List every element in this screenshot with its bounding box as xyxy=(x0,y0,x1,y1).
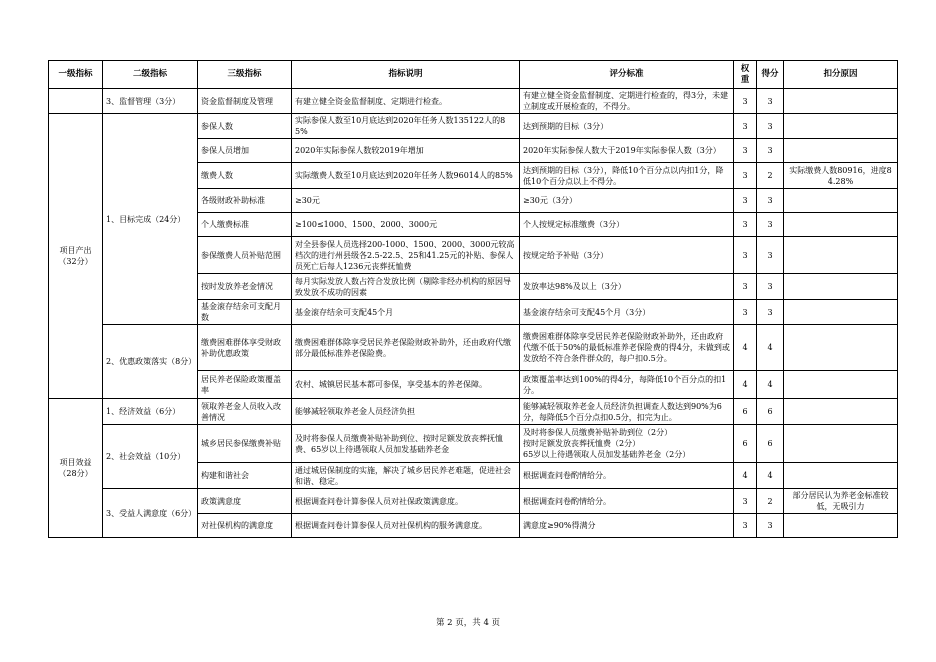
weight-cell: 3 xyxy=(734,189,757,213)
deduction-reason-cell xyxy=(784,425,898,463)
score-cell: 4 xyxy=(757,371,784,399)
level3-indicator-cell: 参保缴费人员补贴范围 xyxy=(198,237,292,274)
description-cell: 实际参保人数至10月底达到2020年任务人数135122人的85% xyxy=(292,114,520,139)
level3-indicator-cell: 领取养老金人员收入改善情况 xyxy=(198,399,292,425)
deduction-reason-cell xyxy=(784,463,898,489)
standard-cell: 按规定给予补贴（3分） xyxy=(520,237,734,274)
description-cell: 及时将参保人员缴费补贴补助到位、按时足额发放丧葬抚恤费、65岁以上待遇领取人员加发基础养老金 xyxy=(292,425,520,463)
standard-cell: 能够减轻领取养老金人员经济负担调查人数达到90%为6分，每降低5个百分点扣0.5分，扣完为止。 xyxy=(520,399,734,425)
header-description: 指标说明 xyxy=(292,61,520,89)
score-cell: 3 xyxy=(757,514,784,538)
score-cell: 3 xyxy=(757,237,784,274)
level1-indicator-cell: 项目效益 （28分） xyxy=(49,399,103,538)
table-row xyxy=(49,89,898,114)
description-cell: 实际缴费人数至10月底达到2020年任务人数96014人的85% xyxy=(292,163,520,189)
score-cell: 3 xyxy=(757,89,784,114)
header-score: 得分 xyxy=(757,61,784,89)
header-level2: 二级指标 xyxy=(103,61,198,89)
weight-cell: 3 xyxy=(734,213,757,237)
level3-indicator-cell: 资金监督制度及管理 xyxy=(198,89,292,114)
description-cell: 能够减轻领取养老金人员经济负担 xyxy=(292,399,520,425)
weight-cell: 3 xyxy=(734,237,757,274)
level3-indicator-cell: 各级财政补助标准 xyxy=(198,189,292,213)
level3-indicator-cell: 城乡居民参保缴费补贴 xyxy=(198,425,292,463)
deduction-reason-cell xyxy=(784,237,898,274)
deduction-reason-cell xyxy=(784,514,898,538)
level3-indicator-cell: 对社保机构的满意度 xyxy=(198,514,292,538)
description-cell: 农村、城镇居民基本都可参保，享受基本的养老保障。 xyxy=(292,371,520,399)
table-row xyxy=(49,425,898,463)
weight-cell: 6 xyxy=(734,425,757,463)
weight-cell: 3 xyxy=(734,274,757,300)
deduction-reason-cell xyxy=(784,399,898,425)
deduction-reason-cell xyxy=(784,213,898,237)
score-cell: 3 xyxy=(757,139,784,163)
weight-cell: 6 xyxy=(734,399,757,425)
standard-cell: 根据调查问卷酌情给分。 xyxy=(520,463,734,489)
header-level1: 一级指标 xyxy=(49,61,103,89)
header-deduction-reason: 扣分原因 xyxy=(784,61,898,89)
score-cell: 3 xyxy=(757,114,784,139)
table-row xyxy=(49,114,898,139)
weight-cell: 4 xyxy=(734,325,757,371)
level3-indicator-cell: 参保人数 xyxy=(198,114,292,139)
deduction-reason-cell: 实际缴费人数80916，进度84.28% xyxy=(784,163,898,189)
standard-cell: 满意度≥90%得满分 xyxy=(520,514,734,538)
weight-cell: 3 xyxy=(734,514,757,538)
deduction-reason-cell xyxy=(784,300,898,325)
level1-indicator-cell: 项目产出 （32分） xyxy=(49,114,103,399)
level1-indicator-cell xyxy=(49,89,103,114)
weight-cell: 3 xyxy=(734,139,757,163)
score-cell: 3 xyxy=(757,213,784,237)
weight-cell: 3 xyxy=(734,114,757,139)
description-cell: 对全县参保人员选择200-1000、1500、2000、3000元较高档次的进行州县级各2.5-22.5、25和41.25元的补贴、参保人员死亡后每人1236元丧葬抚恤费 xyxy=(292,237,520,274)
level3-indicator-cell: 个人缴费标准 xyxy=(198,213,292,237)
header-standard: 评分标准 xyxy=(520,61,734,89)
deduction-reason-cell xyxy=(784,371,898,399)
level2-indicator-cell: 3、受益人满意度（6分） xyxy=(103,489,198,538)
standard-cell: 基金滚存结余可支配45个月（3分） xyxy=(520,300,734,325)
standard-cell: 及时将参保人员缴费补贴补助到位（2分） 按时足额发放丧葬抚恤费（2分） 65岁以上待遇领取人员加发基础养老金（2分） xyxy=(520,425,734,463)
description-cell: 基金滚存结余可支配45个月 xyxy=(292,300,520,325)
weight-cell: 3 xyxy=(734,489,757,514)
weight-cell: 4 xyxy=(734,463,757,489)
score-cell: 6 xyxy=(757,399,784,425)
deduction-reason-cell xyxy=(784,139,898,163)
weight-cell: 4 xyxy=(734,371,757,399)
description-cell: 根据调查问卷计算参保人员对社保机构的服务满意度。 xyxy=(292,514,520,538)
level3-indicator-cell: 缴费困难群体享受财政补助优惠政策 xyxy=(198,325,292,371)
description-cell: 缴费困难群体除享受居民养老保险财政补助外，还由政府代缴部分最低标准养老保险费。 xyxy=(292,325,520,371)
table-row xyxy=(49,489,898,514)
score-cell: 4 xyxy=(757,463,784,489)
level2-indicator-cell: 1、经济效益（6分） xyxy=(103,399,198,425)
table-row xyxy=(49,399,898,425)
standard-cell: 有建立健全资金监督制度、定期进行检查的，得3分，未建立制度或开展检查的，不得分。 xyxy=(520,89,734,114)
deduction-reason-cell xyxy=(784,274,898,300)
header-row xyxy=(49,61,898,89)
standard-cell: 根据调查问卷酌情给分。 xyxy=(520,489,734,514)
level3-indicator-cell: 构建和谐社会 xyxy=(198,463,292,489)
level2-indicator-cell: 2、优惠政策落实（8分） xyxy=(103,325,198,399)
score-cell: 4 xyxy=(757,325,784,371)
level3-indicator-cell: 居民养老保险政策覆盖率 xyxy=(198,371,292,399)
description-cell: 根据调查问卷计算参保人员对社保政策满意度。 xyxy=(292,489,520,514)
description-cell: 通过城居保制度的实施，解决了城乡居民养老难题，促进社会和谐、稳定。 xyxy=(292,463,520,489)
deduction-reason-cell xyxy=(784,325,898,371)
description-cell: 每月实际发放人数占符合发放比例（剔除非经办机构的原因导致发放不成功的因素 xyxy=(292,274,520,300)
performance-indicator-table xyxy=(48,60,898,538)
deduction-reason-cell: 部分居民认为养老金标准较低，无吸引力 xyxy=(784,489,898,514)
level3-indicator-cell: 基金滚存结余可支配月数 xyxy=(198,300,292,325)
deduction-reason-cell xyxy=(784,89,898,114)
standard-cell: 2020年实际参保人数大于2019年实际参保人数（3分） xyxy=(520,139,734,163)
level2-indicator-cell: 2、社会效益（10分） xyxy=(103,425,198,489)
evaluation-sheet xyxy=(48,60,897,538)
standard-cell: 缴费困难群体除享受居民养老保险财政补助外，还由政府代缴不低于50%的最低标准养老保险费的得4分，未做到或发放给不符合条件群众的，每户扣0.5分。 xyxy=(520,325,734,371)
standard-cell: 个人按规定标准缴费（3分） xyxy=(520,213,734,237)
deduction-reason-cell xyxy=(784,189,898,213)
level2-indicator-cell: 3、监督管理（3分） xyxy=(103,89,198,114)
weight-cell: 3 xyxy=(734,300,757,325)
level3-indicator-cell: 缴费人数 xyxy=(198,163,292,189)
description-cell: ≥30元 xyxy=(292,189,520,213)
page-footer: 第 2 页，共 4 页 xyxy=(435,618,501,628)
score-cell: 6 xyxy=(757,425,784,463)
description-cell: ≥100≤1000、1500、2000、3000元 xyxy=(292,213,520,237)
header-weight: 权重 xyxy=(734,61,757,89)
description-cell: 有建立健全资金监督制度、定期进行检查。 xyxy=(292,89,520,114)
standard-cell: 达到预期的目标（3分），降低10个百分点以内扣1分，降低10个百分点以上不得分。 xyxy=(520,163,734,189)
standard-cell: 发放率达98%及以上（3分） xyxy=(520,274,734,300)
table-row xyxy=(49,325,898,371)
score-cell: 2 xyxy=(757,163,784,189)
score-cell: 3 xyxy=(757,274,784,300)
standard-cell: 达到预期的目标（3分） xyxy=(520,114,734,139)
description-cell: 2020年实际参保人数较2019年增加 xyxy=(292,139,520,163)
header-level3: 三级指标 xyxy=(198,61,292,89)
level3-indicator-cell: 政策满意度 xyxy=(198,489,292,514)
level2-indicator-cell: 1、目标完成（24分） xyxy=(103,114,198,325)
deduction-reason-cell xyxy=(784,114,898,139)
standard-cell: ≥30元（3分） xyxy=(520,189,734,213)
weight-cell: 3 xyxy=(734,89,757,114)
level3-indicator-cell: 按时发放养老金情况 xyxy=(198,274,292,300)
weight-cell: 3 xyxy=(734,163,757,189)
score-cell: 3 xyxy=(757,300,784,325)
score-cell: 3 xyxy=(757,189,784,213)
level3-indicator-cell: 参保人员增加 xyxy=(198,139,292,163)
standard-cell: 政策覆盖率达到100%的得4分，每降低10个百分点的扣1分。 xyxy=(520,371,734,399)
score-cell: 2 xyxy=(757,489,784,514)
